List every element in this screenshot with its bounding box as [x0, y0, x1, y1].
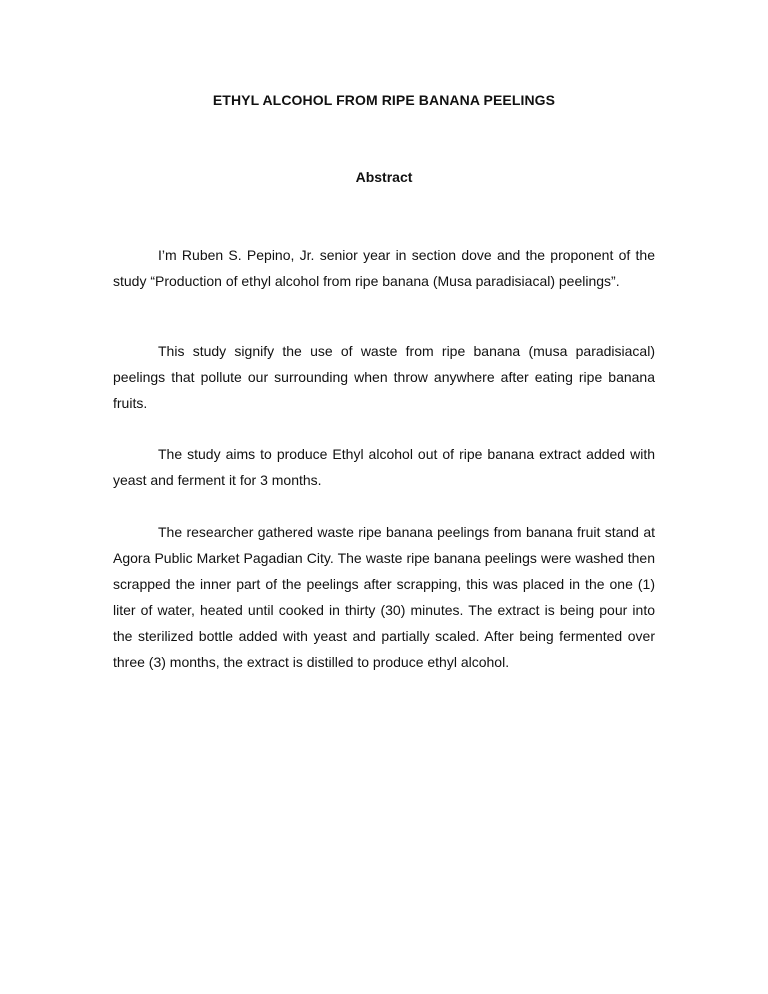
abstract-paragraph-4: The researcher gathered waste ripe banana peelings from banana fruit stand at Agora Public Market Pagadian City. The waste ripe banana peelings were washed then scrapped the inner part of the peelings after scrapping, this was placed in the one (1) liter of water, heated until cooked in thirty (30) minutes. The extract is being pour into the sterilized bottle added with yeast and partially scaled. After being fermented over three (3) months, the extract is distilled to produce ethyl alcohol.: [113, 524, 655, 670]
abstract-paragraph-1: I’m Ruben S. Pepino, Jr. senior year in section dove and the proponent of the study “Production of ethyl alcohol from ripe banana (Musa paradisiacal) peelings”.: [113, 247, 655, 289]
abstract-paragraph-3: The study aims to produce Ethyl alcohol out of ripe banana extract added with yeast and ferment it for 3 months.: [113, 446, 655, 488]
document-title: ETHYL ALCOHOL FROM RIPE BANANA PEELINGS: [212, 92, 556, 108]
abstract-heading: Abstract: [355, 169, 413, 185]
abstract-paragraph-2: This study signify the use of waste from ripe banana (musa paradisiacal) peelings that pollute our surrounding when throw anywhere after eating ripe banana fruits.: [113, 343, 655, 411]
